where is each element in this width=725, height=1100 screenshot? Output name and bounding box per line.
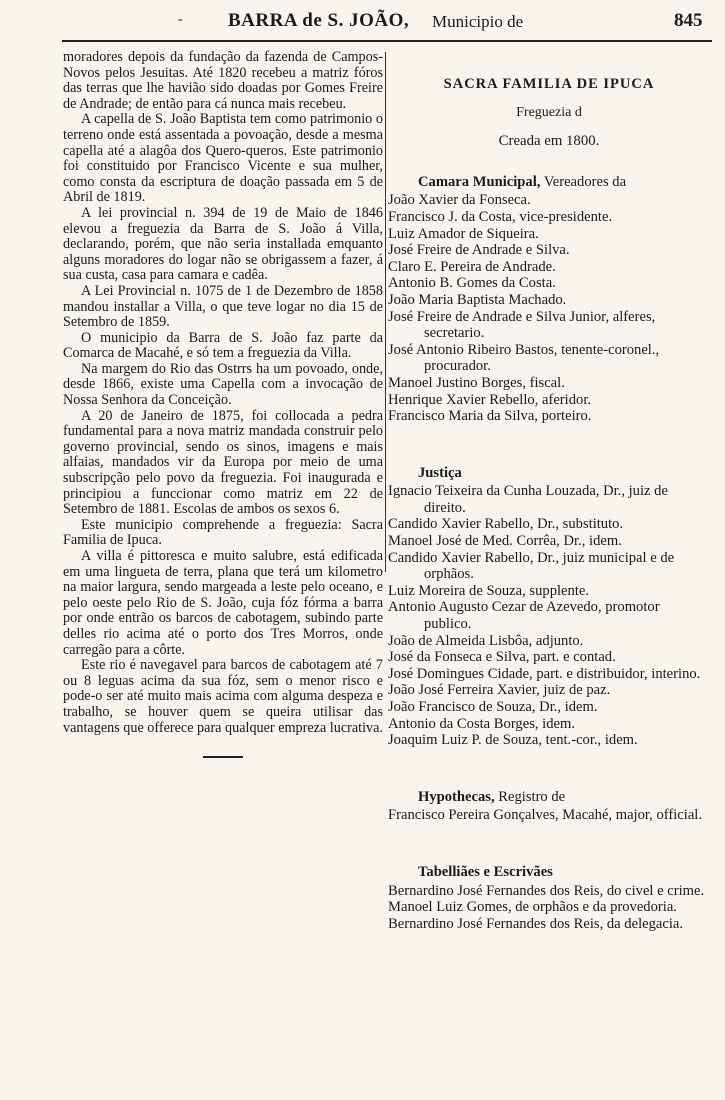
paragraph: Este municipio comprehende a freguezia: Sacra Familia de Ipuca.: [63, 516, 383, 549]
paragraph: Este rio é navegavel para barcos de cabotagem até 7 ou 8 leguas acima da sua fóz, sem o menor risco e pode-o ser até muito mais acima com alguma despeza e trabalho, se houver quem se queira utilisar das vantagens que offerece para qualquer empreza lucrativa.: [63, 657, 383, 736]
paragraph: A 20 de Janeiro de 1875, foi collocada a pedra fundamental para a nova matriz mandada construir pelo governo provincial, sendo os sinos, imagens e mais alfaias, mandados vir da Europa por meio de uma subscripção pelo povo da freguezia. Foi inaugurada e principiou a funccionar como matriz em 22 de Setembro de 1881. Escolas de ambos os sexos 6.: [63, 407, 383, 518]
list-item: Manoel Luiz Gomes, de orphãos e da provedoria.: [388, 899, 677, 916]
paragraph: moradores depois da fundação da fazenda de Campos-Novos pelos Jesuitas. Até 1820 recebeu a matriz fóros das terras que lhe havião sido doadas por Gomes Freire de Andrade; de então para cá nunca mais recebeu.: [63, 49, 383, 112]
list-item: João Xavier da Fonseca.: [388, 192, 531, 209]
camara-heading-rest: Vereadores da: [540, 173, 627, 190]
list-item: Francisco J. da Costa, vice-presidente.: [388, 208, 613, 225]
camara-heading-lead: Camara Municipal,: [418, 173, 541, 190]
tabelliaes-heading: [418, 864, 710, 881]
list-item: Antonio Augusto Cezar de Azevedo, promotor publico.: [388, 599, 660, 633]
paragraph: O municipio da Barra de S. João faz parte da Comarca de Macahé, e só tem a freguezia da Villa.: [63, 329, 383, 362]
section-title: SACRA FAMILIA DE IPUCA: [443, 76, 655, 92]
list-item: João José Ferreira Xavier, juiz de paz.: [388, 682, 611, 699]
hypothecas-heading-lead: Hypothecas,: [418, 788, 495, 805]
list-item: Manoel Justino Borges, fiscal.: [388, 374, 565, 391]
list-item: Candido Xavier Rabello, Dr., juiz municipal e de orphãos.: [388, 549, 675, 583]
list-item: Henrique Xavier Rebello, aferidor.: [388, 391, 592, 408]
paragraph: A villa é pittoresca e muito salubre, está edificada em uma lingueta de terra, plana que terá um kilometro na maior largura, sendo margeada a leste pelo oceano, e pelo oeste pelo Rio de S. João, cuja fóz fórma a barra por onde entrão os barcos de cabotagem, subindo parte delles rio acima até o porto dos Tres Morros, onde carregão para a côrte.: [63, 548, 383, 658]
list-item: Luiz Moreira de Souza, supplente.: [388, 582, 590, 599]
justica-heading: [418, 465, 710, 482]
list-item: José Domingues Cidade, part. e distribuidor, interino.: [388, 665, 701, 682]
freguezia-line: Freguezia d: [516, 104, 582, 120]
list-item: João de Almeida Lisbôa, adjunto.: [388, 632, 584, 649]
right-column: [388, 76, 710, 932]
list-item: Bernardino José Fernandes dos Reis, da delegacia.: [388, 915, 684, 932]
list-item: Francisco Pereira Gonçalves, Macahé, major, official.: [388, 807, 703, 824]
page-number: 845: [674, 10, 703, 31]
list-item: Luiz Amador de Siqueira.: [388, 225, 539, 242]
list-item: João Maria Baptista Machado.: [388, 291, 567, 308]
list-item: Bernardino José Fernandes dos Reis, do civel e crime.: [388, 882, 705, 899]
list-item: José Antonio Ribeiro Bastos, tenente-coronel., procurador.: [388, 341, 660, 375]
hypothecas-heading: [418, 789, 710, 806]
creada-line: Creada em 1800.: [498, 133, 600, 150]
list-item: Antonio B. Gomes da Costa.: [388, 275, 556, 292]
list-item: Claro E. Pereira de Andrade.: [388, 258, 556, 275]
list-item: Joaquim Luiz P. de Souza, tent.-cor., idem.: [388, 732, 638, 749]
list-item: Candido Xavier Rabello, Dr., substituto.: [388, 516, 624, 533]
header-dot: -: [178, 12, 183, 27]
hypothecas-heading-rest: Registro de: [494, 788, 566, 805]
tabelliaes-heading-lead: Tabelliães e Escrivães: [418, 863, 553, 880]
list-item: Manoel José de Med. Corrêa, Dr., idem.: [388, 533, 622, 550]
header-title: BARRA de S. JOÃO,: [228, 10, 410, 31]
list-item: Francisco Maria da Silva, porteiro.: [388, 408, 592, 425]
page-header: [0, 6, 725, 36]
header-rule: [62, 40, 712, 42]
list-item: Ignacio Teixeira da Cunha Louzada, Dr., juiz de direito.: [388, 483, 668, 516]
paragraph: A Lei Provincial n. 1075 de 1 de Dezembro de 1858 mandou installar a Villa, o que teve logar no dia 15 de Setembro de 1859.: [63, 282, 383, 331]
list-item: João Francisco de Souza, Dr., idem.: [388, 699, 598, 715]
list-item: José Freire de Andrade e Silva.: [388, 242, 570, 259]
camara-heading: [418, 174, 710, 191]
end-rule: [203, 756, 243, 758]
column-divider: [385, 52, 386, 572]
paragraph: A lei provincial n. 394 de 19 de Maio de 1846 elevou a freguezia da Barra de S. João á Villa, declarando, porém, que não seria installada emquanto alguns moradores do logar não se obrigassem a fazer, á sua custa, casa para camara e cadêa.: [63, 204, 383, 284]
header-subtitle: Municipio de: [432, 12, 524, 31]
left-column: [63, 50, 383, 758]
list-item: José Freire de Andrade e Silva Junior, alferes, secretario.: [388, 308, 656, 342]
list-item: José da Fonseca e Silva, part. e contad.: [388, 649, 616, 666]
list-item: Antonio da Costa Borges, idem.: [388, 715, 576, 732]
justica-heading-lead: Justiça: [418, 464, 462, 481]
paragraph: A capella de S. João Baptista tem como patrimonio o terreno onde está assentada a povoação, desde a mesma capella até a alagôa dos Quero-queros. Este patrimonio foi constituido por Francisco Vicente e sua mulher, como consta da escriptura de doação passada em 5 de Abril de 1819.: [63, 111, 383, 206]
paragraph: Na margem do Rio das Ostrrs ha um povoado, onde, desde 1866, existe uma Capella com a invocação de Nossa Senhora da Conceição.: [63, 360, 383, 409]
